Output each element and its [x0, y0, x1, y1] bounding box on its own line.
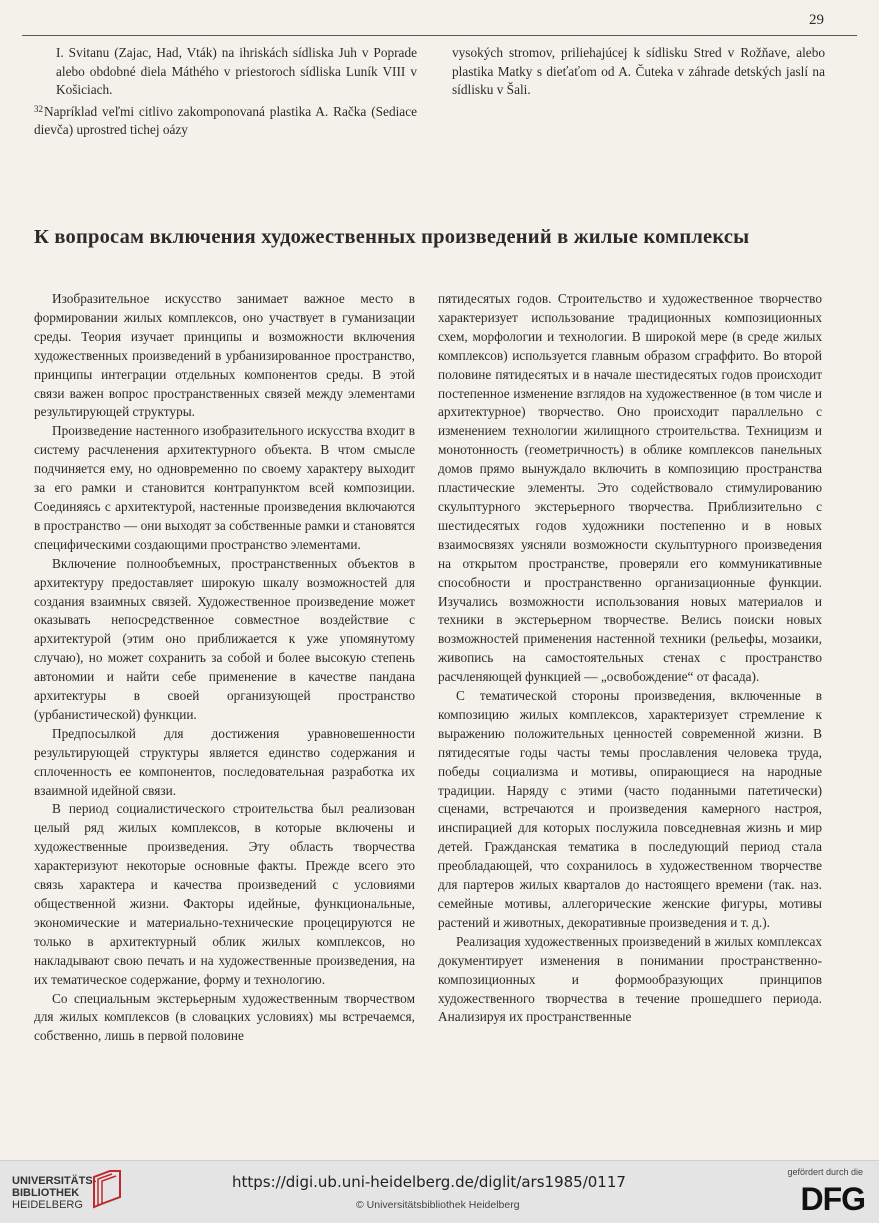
footnote-marker: 32	[34, 103, 43, 114]
library-name-line: BIBLIOTHEK	[12, 1187, 80, 1199]
footnotes-left	[34, 44, 417, 140]
library-name-line: UNIVERSITÄTS-	[12, 1175, 97, 1187]
paragraph: Произведение настенного изобразительного искусства входит в систему расчленения архитектурного объекта. В чтом смысле подчиняется ему, но одновременно по своему характеру выходит за его рамки и становится контрапунктом всей композиции. Соединяясь с архитектурой, настенные произведения включаются в пространство — они выходят за собственные рамки и становятся специфическими создающими пространство элементами.	[34, 423, 415, 552]
body-column-left	[34, 290, 415, 1046]
permalink-url[interactable]: https://digi.ub.uni-heidelberg.de/diglit/ars1985/0117	[232, 1173, 626, 1191]
library-name-line: HEIDELBERG	[12, 1199, 83, 1211]
footnote	[34, 100, 417, 140]
body-column-right	[438, 290, 822, 1027]
library-logo-icon[interactable]	[90, 1167, 124, 1211]
paragraph: Включение полнообъемных, пространственных объектов в архитектуру предоставляет широкую шкалу возможностей для создания взаимных связей. Художественное произведение может оказывать непосредственное совместное воздействие с архитектурой (этим оно приближается к уже упомянутому случаю), но может сохранить за собой и более высокую степень автономии и найти себе применение в качестве пандана архитектуры в своей организующей пространство (урбанистической) функции.	[34, 555, 415, 722]
library-logo-text[interactable]	[12, 1175, 96, 1211]
paragraph: Со специальным экстерьерным художественным творчеством для жилых комплексов (в словацких условиях) мы встречаемся, собственно, лишь в первой половине	[34, 990, 415, 1044]
footnote: vysokých stromov, priliehajúcej k sídlisku Stred v Rožňave, alebo plastika Matky s dieťaťom od A. Čuteka v záhrade detských jaslí na sídlisku v Šali.	[452, 45, 825, 97]
copyright-notice: © Universitätsbibliothek Heidelberg	[356, 1199, 520, 1211]
dfg-logo[interactable]: DFG	[800, 1181, 865, 1217]
paragraph: пятидесятых годов. Строительство и художественное творчество характеризует использование традиционных композиционных схем, морфологии и технологии. В широкой мере (в среде жилых комплексов) используется главным образом сграффито. Во второй половине пятидесятых и в начале шестидесятых годов происходит постепенное изменение взглядов на художественное (в том числе и архитектурное) творчество. Оно происходит параллельно с изменением технологии жилищного строительства. Техницизм и монотонность (геометричность) в облике комплексов панельных домов прямо вынуждало включить в композицию пространства пластические элементы. Это содействовало стимулированию скульптурного экстерьерного творчества. Приблизительно с шестидесятых годов художники постепенно и в новых взаимосвязях уясняли возможности скульптурного произведения на открытом пространстве, проверяли его коммуникативные способности и пространственно организационные функции. Изучались возможности использования новых материалов и техники в экстерьерном творчестве. Велись поиски новых возможностей применения настенной техники (рельефы, мозаики, живопись на самостоятельных стенах с пространство расчленяющей функцией — „освобождение“ от фасада).	[438, 291, 822, 685]
footnote-text: Napríklad veľmi citlivo zakomponovaná plastika A. Račka (Sediace dievča) uprostred tichej oázy	[34, 103, 417, 137]
paragraph: Предпосылкой для достижения уравновешенности результирующей структуры является единство содержания и сплоченность ее компонентов, последовательная разработка их взаимной идейной связи.	[34, 725, 415, 798]
funder-note: gefördert durch die	[787, 1167, 863, 1177]
paragraph: Изобразительное искусство занимает важное место в формировании жилых комплексов, оно участвует в гуманизации среды. Теория изучает принципы и возможности включения художественных произведений в урбанизированное пространство, принципы интеграции отдельных компонентов среды. В этой связи важен вопрос пространственных связей между элементами результирующей структуры.	[34, 291, 415, 420]
paragraph: Реализация художественных произведений в жилых комплексах документирует изменения в понимании пространственно-композиционных и формообразующих принципов художественного творчества в течение прошедшего периода. Анализируя их пространственные	[438, 933, 822, 1025]
paragraph: С тематической стороны произведения, включенные в композицию жилых комплексов, характеризует стремление к выражению положительных ценностей современной жизни. В пятидесятые годы часты темы прославления человека труда, победы социализма и мотивы, опирающиеся на народные традиции. Наряду с этими (часто поданными патетически) сценами, встречаются и произведения камерного настроя, инспирацией для которых послужила повседневная жизнь и мир детей. Гражданская тематика в последующий период стала преобладающей, что сохранилось в художественном творчестве для партеров жилых кварталов до настоящего времени (так. наз. семейные мотивы, аллегорические женские фигуры, мотивы растений и животных, декоративные произведения и т. д.).	[438, 688, 822, 930]
page-number: 29	[809, 12, 824, 28]
article-heading: К вопросам включения художественных произведений в жилые комплексы	[34, 226, 750, 248]
viewer-footer	[0, 1160, 879, 1223]
top-rule	[22, 35, 857, 36]
paragraph: В период социалистического строительства был реализован целый ряд жилых комплексов, в которые включены и художественные произведения. Эту область творчества характеризуют некоторые основные факты. Прежде всего это связь характера и качества произведений с условиями общественной жизни. Факторы идейные, функциональные, экономические и материально-технические процецируются не только в архитектурный облик жилых комплексов, но накладывают свою печать и на художественные произведения, на их тематическое содержание, форму и технологию.	[34, 801, 415, 987]
footnotes-right	[452, 44, 825, 100]
footnote: I. Svitanu (Zajac, Had, Vták) na ihriskách sídliska Juh v Poprade alebo obdobné diela Máthého v priestoroch sídliska Luník VIII v Košiciach.	[56, 45, 417, 97]
